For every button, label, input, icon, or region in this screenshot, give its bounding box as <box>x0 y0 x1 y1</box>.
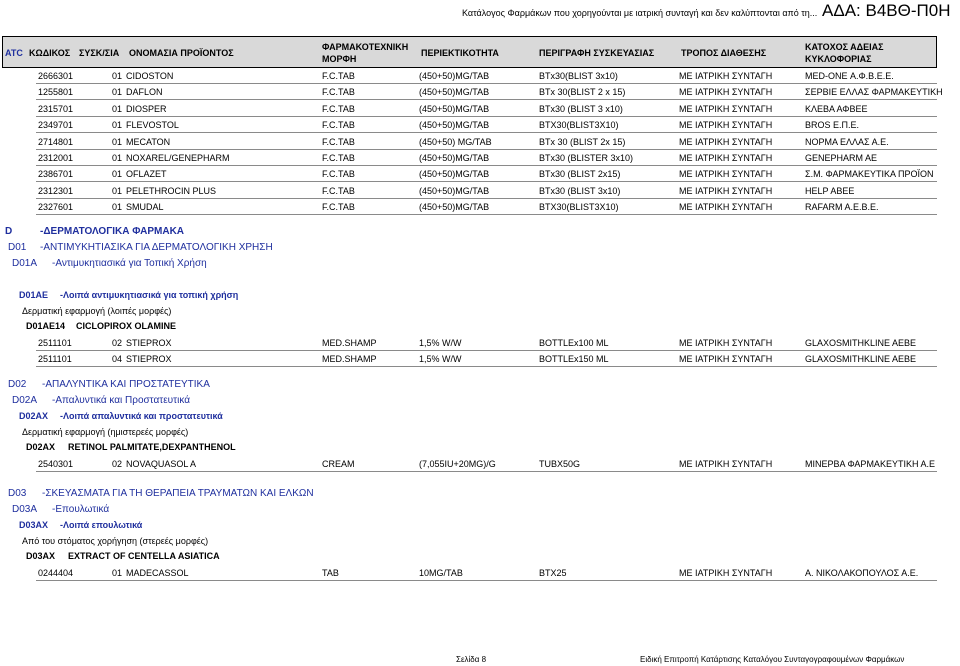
col-morfi-2: ΜΟΡΦΗ <box>322 54 357 64</box>
cell-dispense: ΜΕ ΙΑΤΡΙΚΗ ΣΥΝΤΑΓΗ <box>679 120 773 131</box>
cell-code: 2386701 <box>38 169 74 180</box>
cell-name: DIOSPER <box>126 103 167 114</box>
cell-desc: BTX30(BLIST3X10) <box>539 120 619 131</box>
col-diathesi: ΤΡΟΠΟΣ ΔΙΑΘΕΣΗΣ <box>681 48 767 58</box>
cell-dispense: ΜΕ ΙΑΤΡΙΚΗ ΣΥΝΤΑΓΗ <box>679 202 773 213</box>
cell-holder: GLAXOSMITHKLINE AEBE <box>805 354 917 364</box>
col-morfi-1: ΦΑΡΜΑΚΟΤΕΧΝΙΚΗ <box>322 42 409 52</box>
cell-desc: BTx30(BLIST 3x10) <box>539 71 618 81</box>
table-row <box>0 167 960 181</box>
cell-name: MECATON <box>126 136 171 147</box>
cell-pkg: 01 <box>112 169 123 180</box>
cell-form: F.C.TAB <box>322 103 355 114</box>
cell-desc: TUBX50G <box>539 459 581 469</box>
cell-code: 2540301 <box>38 459 74 469</box>
section-d01-code: D01 <box>8 242 27 253</box>
cell-code: 2349701 <box>38 120 74 131</box>
section-d03-title: -ΣΚΕΥΑΣΜΑΤΑ ΓΙΑ ΤΗ ΘΕΡΑΠΕΙΑ ΤΡΑΥΜΑΤΩΝ ΚΑΙ ΕΛΚΩΝ <box>42 488 314 499</box>
section-d02ax-title: -Λοιπά απαλυντικά και προστατευτικά <box>60 411 223 421</box>
d02ax-route-note: Δερματική εφαρμογή (ημιστερεές μορφές) <box>22 427 189 437</box>
table-row <box>0 85 960 99</box>
cell-code: 0244404 <box>38 568 74 578</box>
cell-form: F.C.TAB <box>322 136 355 147</box>
cell-holder: HELP ABEE <box>805 185 855 196</box>
section-d03ax-title: -Λοιπά επουλωτικά <box>60 520 143 530</box>
cell-holder: BROS Ε.Π.Ε. <box>805 120 860 131</box>
cell-name: MADECASSOL <box>126 568 189 578</box>
cell-code: 2714801 <box>38 136 74 147</box>
cell-desc: BTx 30(BLIST 2 x 15) <box>539 87 626 98</box>
row-divider <box>36 116 937 117</box>
cell-form: F.C.TAB <box>322 169 355 180</box>
table-row <box>0 336 960 350</box>
section-d03-code: D03 <box>8 488 27 499</box>
cell-form: CREAM <box>322 459 355 469</box>
cell-desc: BTx30 (BLIST 3 x10) <box>539 103 623 114</box>
cell-desc: BTx30 (BLIST 3x10) <box>539 185 621 196</box>
cell-code: 2312001 <box>38 153 74 163</box>
cell-pkg: 01 <box>112 120 123 131</box>
d02ax-sub-code: D02AX <box>26 442 56 452</box>
cell-code: 2511101 <box>38 338 72 348</box>
col-periektikotita: ΠΕΡΙΕΚΤΙΚΟΤΗΤΑ <box>421 48 499 58</box>
row-divider <box>36 83 937 84</box>
cell-code: 2315701 <box>38 103 74 114</box>
cell-strength: 10MG/TAB <box>419 568 463 578</box>
document-header-title: Κατάλογος Φαρμάκων που χορηγούνται με ιατρική συνταγή και δεν καλύπτονται από τη... <box>462 8 818 18</box>
table-row <box>0 566 960 580</box>
section-d01-title: -ΑΝΤΙΜΥΚΗΤΙΑΣΙΚΑ ΓΙΑ ΔΕΡΜΑΤΟΛΟΓΙΚΗ ΧΡΗΣΗ <box>40 242 273 253</box>
row-divider <box>36 198 937 199</box>
cell-strength: (450+50)MG/TAB <box>419 120 490 131</box>
cell-dispense: ΜΕ ΙΑΤΡΙΚΗ ΣΥΝΤΑΓΗ <box>679 71 773 81</box>
cell-dispense: ΜΕ ΙΑΤΡΙΚΗ ΣΥΝΤΑΓΗ <box>679 136 773 147</box>
cell-name: FLEVOSTOL <box>126 120 179 131</box>
row-divider <box>36 132 937 133</box>
cell-form: F.C.TAB <box>322 71 355 81</box>
cell-holder: ΜΙΝΕΡΒΑ ΦΑΡΜΑΚΕΥΤΙΚΗ Α.Ε <box>805 459 935 469</box>
cell-desc: BTx 30 (BLIST 2x 15) <box>539 136 626 147</box>
table-row <box>0 69 960 83</box>
cell-holder: ΚΛΕΒΑ ΑΦΒΕΕ <box>805 103 868 114</box>
row-divider <box>36 214 937 215</box>
cell-name: SMUDAL <box>126 202 164 213</box>
table-row <box>0 135 960 149</box>
cell-name: OFLAZET <box>126 169 167 180</box>
d01ae14-code: D01AE14 <box>26 321 66 331</box>
col-katoxos-1: ΚΑΤΟΧΟΣ ΑΔΕΙΑΣ <box>805 42 884 52</box>
cell-strength: (450+50)MG/TAB <box>419 153 490 163</box>
table-row <box>0 184 960 198</box>
cell-holder: ΝΟΡΜΑ ΕΛΛΑΣ Α.Ε. <box>805 136 889 147</box>
cell-pkg: 01 <box>112 71 123 81</box>
cell-strength: 1,5% W/W <box>419 338 462 348</box>
col-perigrafi: ΠΕΡΙΓΡΑΦΗ ΣΥΣΚΕΥΑΣΙΑΣ <box>539 48 655 58</box>
cell-desc: BTX30(BLIST3X10) <box>539 202 619 213</box>
cell-form: F.C.TAB <box>322 153 355 163</box>
row-divider <box>36 165 937 166</box>
cell-dispense: ΜΕ ΙΑΤΡΙΚΗ ΣΥΝΤΑΓΗ <box>679 338 773 348</box>
cell-holder: Σ.Μ. ΦΑΡΜΑΚΕΥΤΙΚΑ ΠΡΟΪΟΝ <box>805 169 934 180</box>
cell-pkg: 01 <box>112 202 123 213</box>
section-d03ax-code: D03AX <box>19 520 49 530</box>
cell-name: STIEPROX <box>126 338 172 348</box>
section-d03a-title: -Επουλωτικά <box>52 504 110 515</box>
table-row <box>0 102 960 116</box>
cell-desc: BOTTLEx100 ML <box>539 338 609 348</box>
cell-form: MED.SHAMP <box>322 354 377 364</box>
cell-pkg: 01 <box>112 568 123 578</box>
table-row <box>0 352 960 366</box>
cell-pkg: 01 <box>112 185 123 196</box>
cell-strength: (450+50)MG/TAB <box>419 185 490 196</box>
cell-strength: (450+50)MG/TAB <box>419 71 490 81</box>
cell-holder: Α. ΝΙΚΟΛΑΚΟΠΟΥΛΟΣ Α.Ε. <box>805 568 919 578</box>
section-d02-title: -ΑΠΑΛΥΝΤΙΚΑ ΚΑΙ ΠΡΟΣΤΑΤΕΥΤΙΚΑ <box>42 379 210 390</box>
d03ax-sub-title: EXTRACT OF CENTELLA ASIATICA <box>68 551 220 561</box>
cell-strength: (450+50)MG/TAB <box>419 202 490 213</box>
cell-dispense: ΜΕ ΙΑΤΡΙΚΗ ΣΥΝΤΑΓΗ <box>679 153 773 163</box>
d01ae14-title: CICLOPIROX OLAMINE <box>76 321 177 331</box>
col-kodikos: ΚΩΔΙΚΟΣ <box>29 48 71 58</box>
section-d02a-title: -Απαλυντικά και Προστατευτικά <box>52 395 190 406</box>
cell-strength: (450+50)MG/TAB <box>419 87 490 98</box>
cell-dispense: ΜΕ ΙΑΤΡΙΚΗ ΣΥΝΤΑΓΗ <box>679 169 773 180</box>
section-d-code: D <box>5 226 13 237</box>
cell-dispense: ΜΕ ΙΑΤΡΙΚΗ ΣΥΝΤΑΓΗ <box>679 459 773 469</box>
col-atc: ATC <box>5 48 23 58</box>
cell-pkg: 02 <box>112 338 123 348</box>
cell-strength: (7,055IU+20MG)/G <box>419 459 496 469</box>
cell-pkg: 01 <box>112 136 123 147</box>
page-number: Σελίδα 8 <box>456 655 487 664</box>
section-d01ae-code: D01AE <box>19 290 49 300</box>
cell-name: CIDOSTON <box>126 71 174 81</box>
d03ax-route-note: Από του στόματος χορήγηση (στερεές μορφές) <box>22 536 209 546</box>
cell-code: 2511101 <box>38 354 72 364</box>
section-d01a-code: D01A <box>12 258 38 269</box>
d01ae-route-note: Δερματική εφαρμογή (λοιπές μορφές) <box>22 306 172 316</box>
d02ax-sub-title: RETINOL PALMITATE,DEXPANTHENOL <box>68 442 236 452</box>
cell-form: F.C.TAB <box>322 185 355 196</box>
table-row <box>0 200 960 214</box>
cell-code: 2327601 <box>38 202 74 213</box>
col-syskia: ΣΥΣΚ/ΣΙΑ <box>79 48 120 58</box>
row-divider <box>36 181 937 182</box>
column-header-bar <box>2 36 937 68</box>
cell-dispense: ΜΕ ΙΑΤΡΙΚΗ ΣΥΝΤΑΓΗ <box>679 185 773 196</box>
cell-name: STIEPROX <box>126 354 172 364</box>
cell-pkg: 01 <box>112 103 123 114</box>
cell-dispense: ΜΕ ΙΑΤΡΙΚΗ ΣΥΝΤΑΓΗ <box>679 103 773 114</box>
row-divider <box>36 471 937 472</box>
cell-strength: 1,5% W/W <box>419 354 462 364</box>
section-d01a-title: -Αντιμυκητιασικά για Τοπική Χρήση <box>52 258 207 269</box>
committee-footer: Ειδική Επιτροπή Κατάρτισης Καταλόγου Συνταγογραφουμένων Φαρμάκων <box>640 655 905 664</box>
cell-name: NOVAQUASOL A <box>126 459 197 469</box>
cell-holder: RAFARM A.E.B.E. <box>805 202 879 213</box>
col-onomasia: ΟΝΟΜΑΣΙΑ ΠΡΟΪΟΝΤΟΣ <box>129 48 234 58</box>
cell-strength: (450+50) MG/TAB <box>419 136 492 147</box>
cell-code: 2312301 <box>38 185 74 196</box>
section-d03a-code: D03A <box>12 504 38 515</box>
cell-code: 1255801 <box>38 87 74 98</box>
cell-holder: MED-ONE Α.Φ.Β.Ε.Ε. <box>805 71 894 81</box>
row-divider <box>36 350 937 351</box>
table-row <box>0 151 960 165</box>
cell-name: DAFLON <box>126 87 163 98</box>
cell-dispense: ΜΕ ΙΑΤΡΙΚΗ ΣΥΝΤΑΓΗ <box>679 568 773 578</box>
cell-strength: (450+50)MG/TAB <box>419 169 490 180</box>
cell-name: PELETHROCIN PLUS <box>126 185 217 196</box>
row-divider <box>36 366 937 367</box>
table-row <box>0 457 960 471</box>
cell-desc: BTx30 (BLIST 2x15) <box>539 169 621 180</box>
row-divider <box>36 149 937 150</box>
cell-desc: BTX25 <box>539 568 567 578</box>
section-d01ae-title: -Λοιπά αντιμυκητιασικά για τοπική χρήση <box>60 290 239 300</box>
cell-dispense: ΜΕ ΙΑΤΡΙΚΗ ΣΥΝΤΑΓΗ <box>679 354 773 364</box>
cell-pkg: 04 <box>112 354 123 364</box>
cell-form: TAB <box>322 568 339 578</box>
section-d02-code: D02 <box>8 379 27 390</box>
cell-form: F.C.TAB <box>322 87 355 98</box>
cell-holder: GLAXOSMITHKLINE AEBE <box>805 338 917 348</box>
row-divider <box>36 580 937 581</box>
cell-dispense: ΜΕ ΙΑΤΡΙΚΗ ΣΥΝΤΑΓΗ <box>679 87 773 98</box>
cell-pkg: 02 <box>112 459 123 469</box>
cell-form: MED.SHAMP <box>322 338 377 348</box>
cell-holder: GENEPHARM AE <box>805 153 878 163</box>
cell-form: F.C.TAB <box>322 202 355 213</box>
cell-name: NOXAREL/GENEPHARM <box>126 153 230 163</box>
section-d02a-code: D02A <box>12 395 38 406</box>
d03ax-sub-code: D03AX <box>26 551 56 561</box>
col-katoxos-2: ΚΥΚΛΟΦΟΡΙΑΣ <box>805 54 872 64</box>
cell-holder: ΣΕΡΒΙΕ ΕΛΛΑΣ ΦΑΡΜΑΚΕΥΤΙΚΗ <box>805 87 943 98</box>
section-d-title: -ΔΕΡΜΑΤΟΛΟΓΙΚΑ ΦΑΡΜΑΚΑ <box>40 226 185 237</box>
table-row <box>0 118 960 132</box>
row-divider <box>36 99 937 100</box>
cell-strength: (450+50)MG/TAB <box>419 103 490 114</box>
cell-desc: BOTTLEx150 ML <box>539 354 609 364</box>
cell-code: 2666301 <box>38 71 74 81</box>
section-d02ax-code: D02AX <box>19 411 49 421</box>
cell-pkg: 01 <box>112 153 123 163</box>
cell-pkg: 01 <box>112 87 123 98</box>
cell-form: F.C.TAB <box>322 120 355 131</box>
cell-desc: BTx30 (BLISTER 3x10) <box>539 153 634 163</box>
ada-code: ΑΔΑ: Β4ΒΘ-Π0Η <box>822 1 951 20</box>
